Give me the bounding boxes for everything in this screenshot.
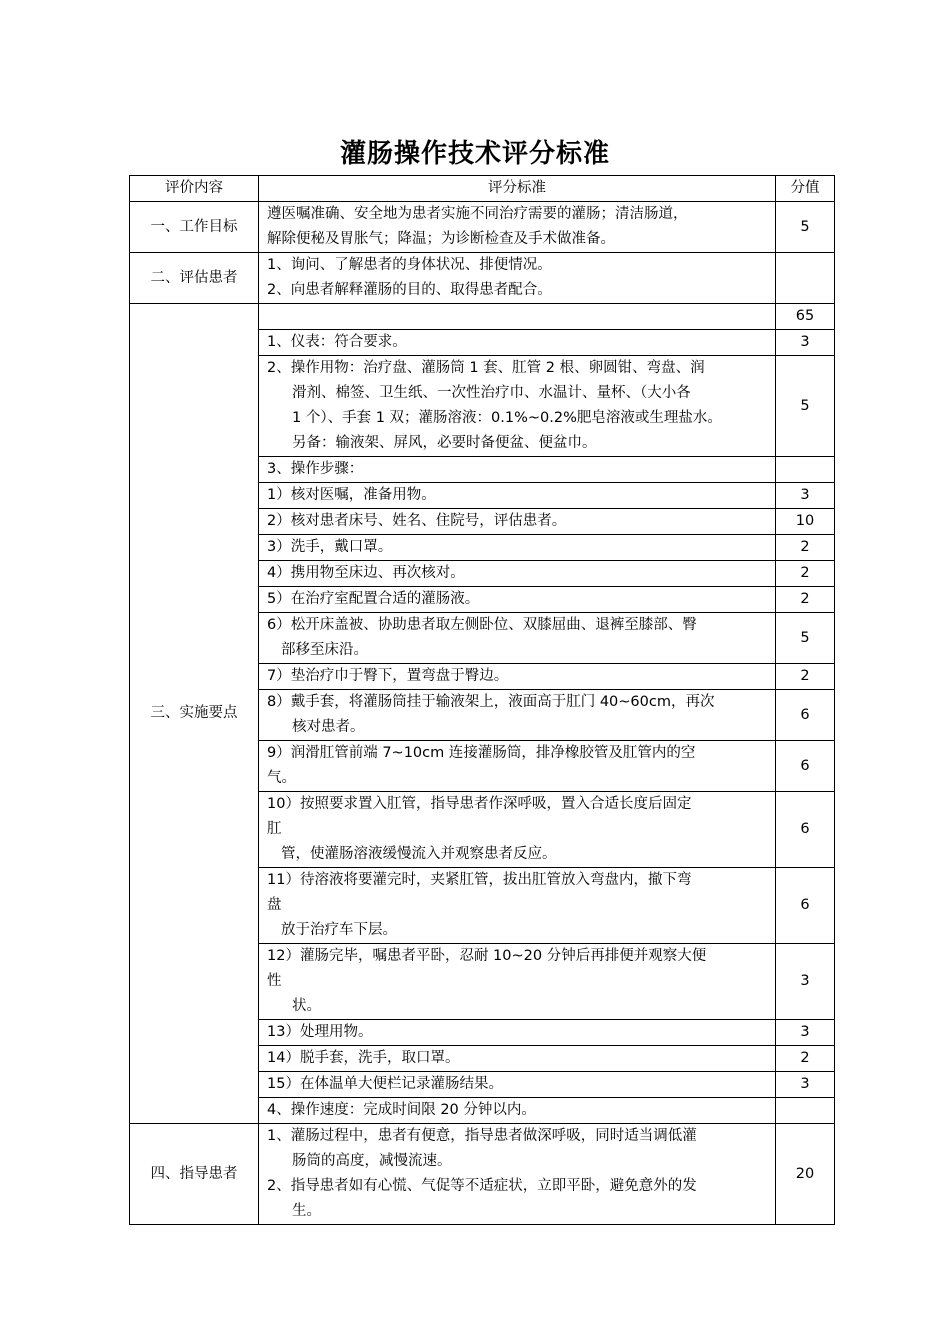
header-score: 分值 — [776, 176, 835, 202]
criteria-cell — [259, 1124, 776, 1225]
criteria-line: 2、向患者解释灌肠的目的、取得患者配合。 — [267, 282, 552, 298]
score-cell: 2 — [776, 664, 835, 690]
criteria-cell — [259, 356, 776, 457]
criteria-line: 11）待溶液将要灌完时，夹紧肛管，拔出肛管放入弯盘内，撤下弯 — [267, 872, 692, 888]
score-cell: 20 — [776, 1124, 835, 1225]
criteria-line: 14）脱手套，洗手，取口罩。 — [267, 1050, 460, 1066]
criteria-line: 遵医嘱准确、安全地为患者实施不同治疗需要的灌肠；清洁肠道， — [267, 206, 688, 222]
criteria-line: 2、指导患者如有心慌、气促等不适症状，立即平卧，避免意外的发 — [267, 1178, 697, 1194]
table-row — [130, 253, 835, 304]
criteria-cell — [259, 561, 776, 587]
criteria-line: 7）垫治疗巾于臀下，置弯盘于臀边。 — [267, 668, 509, 684]
criteria-cell — [259, 457, 776, 483]
criteria-cell — [259, 741, 776, 792]
criteria-line: 15）在体温单大便栏记录灌肠结果。 — [267, 1076, 503, 1092]
criteria-cell — [259, 535, 776, 561]
criteria-cell — [259, 613, 776, 664]
criteria-cell — [259, 868, 776, 944]
criteria-line: 3、操作步骤： — [267, 461, 364, 477]
criteria-line: 1 个）、手套 1 双；灌肠溶液：0.1%~0.2%肥皂溶液或生理盐水。 — [292, 410, 722, 426]
score-cell — [776, 1098, 835, 1124]
criteria-line — [267, 304, 767, 329]
table-row — [130, 1124, 835, 1225]
header-category: 评价内容 — [130, 176, 259, 202]
criteria-line: 肠筒的高度，减慢流速。 — [292, 1153, 452, 1169]
score-cell: 6 — [776, 868, 835, 944]
score-cell — [776, 457, 835, 483]
criteria-line: 气。 — [267, 770, 296, 786]
score-cell: 3 — [776, 1020, 835, 1046]
criteria-line: 6）松开床盖被、协助患者取左侧卧位、双膝屈曲、退裤至膝部、臀 — [267, 617, 697, 633]
score-cell: 6 — [776, 690, 835, 741]
criteria-cell — [259, 587, 776, 613]
criteria-line: 8）戴手套，将灌肠筒挂于输液架上，液面高于肛门 40~60cm，再次 — [267, 694, 715, 710]
criteria-cell — [259, 330, 776, 356]
criteria-line: 解除便秘及胃胀气；降温；为诊断检查及手术做准备。 — [267, 231, 615, 247]
criteria-cell — [259, 792, 776, 868]
score-cell: 3 — [776, 330, 835, 356]
score-cell: 2 — [776, 587, 835, 613]
criteria-cell — [259, 1072, 776, 1098]
score-cell — [776, 253, 835, 304]
criteria-line: 3）洗手，戴口罩。 — [267, 539, 393, 555]
criteria-line: 4、操作速度：完成时间限 20 分钟以内。 — [267, 1102, 536, 1118]
score-cell: 3 — [776, 944, 835, 1020]
category-cell: 二、评估患者 — [130, 253, 259, 304]
criteria-line: 10）按照要求置入肛管，指导患者作深呼吸，置入合适长度后固定 — [267, 796, 692, 812]
criteria-line: 13）处理用物。 — [267, 1024, 373, 1040]
criteria-cell — [259, 509, 776, 535]
scoring-table — [129, 175, 835, 1225]
criteria-line: 部移至床沿。 — [281, 642, 368, 658]
criteria-line: 滑剂、棉签、卫生纸、一次性治疗巾、水温计、量杯、（大小各 — [292, 385, 691, 401]
criteria-cell — [259, 1046, 776, 1072]
criteria-line: 9）润滑肛管前端 7~10cm 连接灌肠筒，排净橡胶管及肛管内的空 — [267, 745, 696, 761]
criteria-line: 肛 — [267, 821, 282, 837]
criteria-cell — [259, 944, 776, 1020]
header-criteria: 评分标准 — [259, 176, 776, 202]
score-cell: 5 — [776, 202, 835, 253]
criteria-line: 12）灌肠完毕，嘱患者平卧，忍耐 10~20 分钟后再排便并观察大便 — [267, 948, 707, 964]
document-title: 灌肠操作技术评分标准 — [339, 139, 610, 169]
criteria-line: 盘 — [267, 897, 282, 913]
score-cell: 2 — [776, 1046, 835, 1072]
criteria-line: 2、操作用物：治疗盘、灌肠筒 1 套、肛管 2 根、卵圆钳、弯盘、润 — [267, 360, 705, 376]
criteria-line: 性 — [267, 973, 282, 989]
criteria-line: 管，使灌肠溶液缓慢流入并观察患者反应。 — [281, 846, 557, 862]
category-cell: 三、实施要点 — [130, 304, 259, 1124]
criteria-line: 1）核对医嘱，准备用物。 — [267, 487, 436, 503]
score-cell: 5 — [776, 356, 835, 457]
criteria-cell — [259, 202, 776, 253]
category-cell: 一、工作目标 — [130, 202, 259, 253]
criteria-line: 生。 — [292, 1203, 321, 1219]
criteria-cell — [259, 690, 776, 741]
score-cell: 6 — [776, 792, 835, 868]
criteria-line: 4）携用物至床边、再次核对。 — [267, 565, 465, 581]
criteria-line: 另备：输液架、屏风，必要时备便盆、便盆巾。 — [292, 435, 597, 451]
score-cell: 2 — [776, 561, 835, 587]
scoring-table-body — [130, 176, 835, 1225]
score-cell: 65 — [776, 304, 835, 330]
score-cell: 5 — [776, 613, 835, 664]
criteria-line: 1、仪表：符合要求。 — [267, 334, 407, 350]
criteria-cell — [259, 1098, 776, 1124]
criteria-cell — [259, 1020, 776, 1046]
category-cell: 四、指导患者 — [130, 1124, 259, 1225]
score-cell: 3 — [776, 1072, 835, 1098]
score-cell: 6 — [776, 741, 835, 792]
score-cell: 10 — [776, 509, 835, 535]
table-header-row — [130, 176, 835, 202]
criteria-line: 1、灌肠过程中，患者有便意，指导患者做深呼吸，同时适当调低灌 — [267, 1128, 697, 1144]
criteria-line: 状。 — [292, 998, 321, 1014]
criteria-line: 1、询问、了解患者的身体状况、排便情况。 — [267, 257, 552, 273]
score-cell: 3 — [776, 483, 835, 509]
table-row — [130, 304, 835, 330]
criteria-line: 2）核对患者床号、姓名、住院号，评估患者。 — [267, 513, 567, 529]
table-row — [130, 202, 835, 253]
criteria-cell — [259, 304, 776, 330]
criteria-line: 放于治疗车下层。 — [281, 922, 397, 938]
score-cell: 2 — [776, 535, 835, 561]
criteria-cell — [259, 483, 776, 509]
criteria-line: 核对患者。 — [292, 719, 365, 735]
criteria-cell — [259, 664, 776, 690]
criteria-cell — [259, 253, 776, 304]
criteria-line: 5）在治疗室配置合适的灌肠液。 — [267, 591, 480, 607]
